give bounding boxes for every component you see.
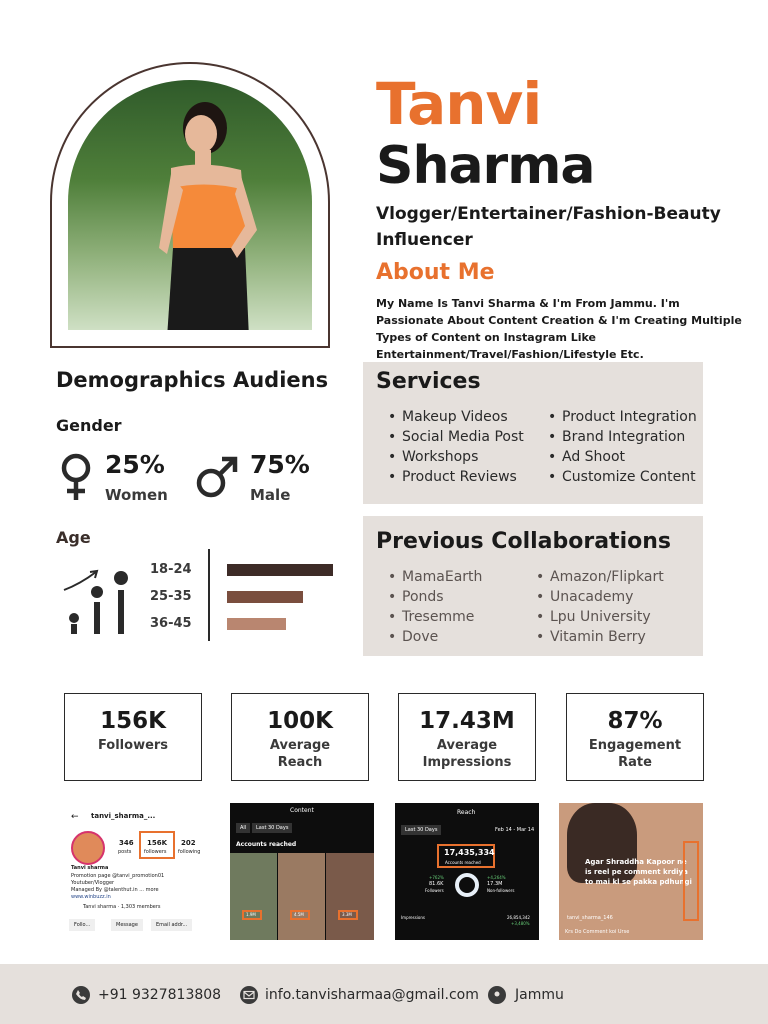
list-item: • Workshops bbox=[386, 447, 536, 467]
list-item: • Social Media Post bbox=[386, 427, 536, 447]
stat-card-impressions bbox=[398, 693, 536, 781]
tagline: Vlogger/Entertainer/Fashion-Beauty Influencer bbox=[376, 204, 721, 250]
community-text: Tanvi sharma · 1,303 members bbox=[83, 904, 161, 910]
male-label: Male bbox=[250, 486, 291, 504]
range-filter: Last 30 Days bbox=[401, 825, 441, 835]
age-range-label: 18-24 bbox=[150, 562, 192, 577]
stat-label: Average Impressions bbox=[422, 738, 512, 770]
person-illustration bbox=[153, 98, 263, 330]
stat-card-reach bbox=[231, 693, 369, 781]
donut-chart bbox=[455, 873, 479, 897]
bio-link: www.winbuzz.in bbox=[71, 894, 111, 900]
accounts-reached-total: 17,435,334 bbox=[444, 848, 495, 857]
email-icon bbox=[240, 986, 258, 1004]
list-item: • Makeup Videos bbox=[386, 407, 536, 427]
back-arrow-icon: ← bbox=[71, 812, 79, 822]
list-item: • Ad Shoot bbox=[546, 447, 703, 467]
age-label: Age bbox=[56, 528, 91, 547]
profile-handle: tanvi_sharma_... bbox=[91, 812, 156, 820]
impressions-label: Impressions bbox=[401, 915, 425, 920]
first-name: Tanvi bbox=[376, 70, 542, 138]
services-list bbox=[386, 407, 536, 487]
age-range-label: 36-45 bbox=[150, 616, 192, 631]
services-list bbox=[546, 407, 703, 487]
female-icon bbox=[58, 452, 94, 502]
list-item: • Unacademy bbox=[534, 587, 699, 607]
accounts-reached-label: Accounts reached bbox=[236, 841, 297, 848]
bio-name: Tanvi sharma bbox=[71, 865, 109, 871]
contact-location: Jammu bbox=[515, 987, 564, 1003]
phone-icon bbox=[72, 986, 90, 1004]
screenshot-content bbox=[230, 803, 374, 940]
reel-caption: is reel pe comment krdiya bbox=[585, 868, 688, 876]
filter-all: All bbox=[236, 823, 250, 833]
nonfollowers-label: Non-followers bbox=[487, 888, 515, 893]
age-bar bbox=[227, 564, 333, 576]
stat-label: Average Reach bbox=[269, 738, 331, 770]
list-item: • Customize Content bbox=[546, 467, 703, 487]
followers-change: +762% bbox=[429, 875, 444, 880]
collaborations-list bbox=[386, 567, 536, 647]
reel-caption: Agar Shraddha Kapoor ne bbox=[585, 858, 687, 866]
list-item: • Lpu University bbox=[534, 607, 699, 627]
gender-label: Gender bbox=[56, 416, 122, 435]
age-divider bbox=[208, 549, 210, 641]
list-item: • Brand Integration bbox=[546, 427, 703, 447]
list-item: • Tresemme bbox=[386, 607, 536, 627]
followers-label: Followers bbox=[425, 888, 444, 893]
filter-range: Last 30 Days bbox=[252, 823, 292, 833]
thumbnail bbox=[278, 853, 325, 940]
profile-photo bbox=[68, 80, 312, 330]
following-count: 202 bbox=[181, 839, 196, 847]
stat-value: 156K bbox=[100, 708, 166, 734]
reel-comment: Krs Do Comment koi Urse bbox=[565, 929, 630, 935]
highlight-box bbox=[683, 841, 699, 921]
thumbnail bbox=[326, 853, 374, 940]
nonfollowers-change: +4,264% bbox=[487, 875, 506, 880]
list-item: • Amazon/Flipkart bbox=[534, 567, 699, 587]
reach-title: Reach bbox=[457, 809, 476, 816]
male-icon bbox=[194, 454, 240, 500]
follow-button: Follo... bbox=[69, 919, 95, 931]
reach-value: 4.5M bbox=[294, 912, 304, 917]
reel-caption: to mai kl se pakka pdhungi bbox=[585, 878, 692, 886]
impressions-change: +3,480% bbox=[511, 921, 530, 926]
contact-email[interactable]: info.tanvisharmaa@gmail.com bbox=[265, 987, 479, 1003]
date-range: Feb 14 - Mar 14 bbox=[495, 827, 535, 833]
followers-label: followers bbox=[144, 849, 167, 855]
list-item: • Ponds bbox=[386, 587, 536, 607]
collaborations-list bbox=[534, 567, 699, 647]
age-range-label: 25-35 bbox=[150, 589, 192, 604]
accounts-reached-label: Accounts reached bbox=[445, 860, 481, 865]
women-label: Women bbox=[105, 486, 168, 504]
age-bar bbox=[227, 591, 303, 603]
stat-label: Engagement Rate bbox=[588, 738, 682, 770]
contact-phone[interactable]: +91 9327813808 bbox=[98, 987, 222, 1003]
stat-card-followers bbox=[64, 693, 202, 781]
list-item: • Product Reviews bbox=[386, 467, 536, 487]
reach-value: 3.3M bbox=[342, 912, 352, 917]
email-button: Email addr... bbox=[151, 919, 192, 931]
list-item: • MamaEarth bbox=[386, 567, 536, 587]
bio-line: Youtuber/Vlogger bbox=[71, 880, 115, 886]
women-percentage: 25% bbox=[105, 450, 165, 479]
posts-count: 346 bbox=[119, 839, 134, 847]
screenshot-profile bbox=[65, 803, 209, 940]
following-label: following bbox=[178, 849, 201, 855]
about-text: My Name Is Tanvi Sharma & I'm From Jammu. I'm Passionate About Content Creation & I'm Creating Multiple Types of Content on Instagram Like Entertainment/Travel/Fashion/Lifestyle Etc. bbox=[376, 297, 742, 361]
screenshot-reach bbox=[395, 803, 539, 940]
reel-user: tanvi_sharma_146 bbox=[567, 915, 613, 921]
nonfollowers-value: 17.3M bbox=[487, 881, 503, 887]
stat-value: 100K bbox=[267, 708, 333, 734]
followers-value: 81.6K bbox=[429, 881, 444, 887]
bio-line: Promotion page @tanvi_promotion01 bbox=[71, 873, 165, 879]
list-item: • Product Integration bbox=[546, 407, 703, 427]
impressions-value: 26,854,342 bbox=[507, 915, 530, 920]
stat-value: 17.43M bbox=[419, 708, 515, 734]
stat-label: Followers bbox=[97, 738, 169, 753]
followers-count: 156K bbox=[147, 839, 168, 847]
stat-value: 87% bbox=[607, 708, 663, 734]
about-heading: About Me bbox=[376, 260, 495, 285]
posts-label: posts bbox=[118, 849, 132, 855]
collaborations-title: Previous Collaborations bbox=[376, 529, 671, 554]
screenshot-reel bbox=[559, 803, 703, 940]
location-icon bbox=[488, 986, 506, 1004]
message-button: Message bbox=[111, 919, 143, 931]
bio-line: Managed By @talenthut.in ... more bbox=[71, 887, 159, 893]
age-growth-icon bbox=[62, 566, 134, 638]
demographics-title: Demographics Audiens bbox=[56, 368, 329, 392]
thumbnail bbox=[230, 853, 277, 940]
content-title: Content bbox=[290, 807, 314, 814]
stat-card-engagement bbox=[566, 693, 704, 781]
list-item: • Dove bbox=[386, 627, 536, 647]
age-bar bbox=[227, 618, 286, 630]
list-item: • Vitamin Berry bbox=[534, 627, 699, 647]
services-title: Services bbox=[376, 369, 481, 394]
last-name: Sharma bbox=[376, 136, 595, 196]
avatar bbox=[71, 831, 105, 865]
male-percentage: 75% bbox=[250, 450, 310, 479]
reach-value: 1.9M bbox=[246, 912, 256, 917]
